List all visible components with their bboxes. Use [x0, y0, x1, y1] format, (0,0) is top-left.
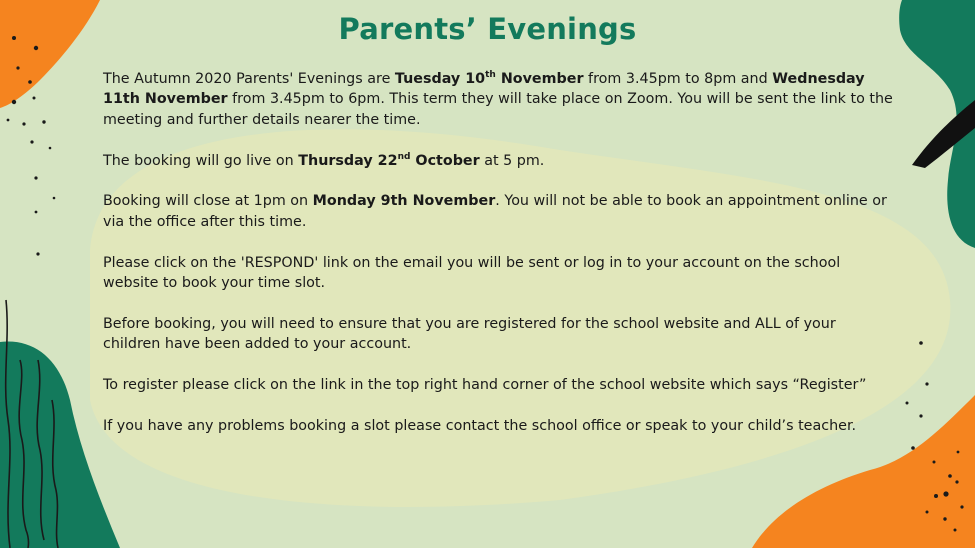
page-title: Parents’ Evenings: [338, 12, 637, 46]
content-body: [103, 69, 893, 457]
text-segment: The Autumn 2020 Parents' Evenings are: [103, 71, 395, 87]
paragraph-register: To register please click on the link in the top right hand corner of the school website which says “Register”: [103, 377, 867, 394]
date-thursday-month: October: [410, 152, 480, 169]
date-tuesday-month: November: [495, 71, 584, 87]
text-segment: from 3.45pm to 6pm. This term they will take place on Zoom. You will be sent the link to the meeting and further details nearer the time.: [103, 91, 893, 128]
text-segment: . You will not be able to book an appointment online or via the office after this time.: [103, 193, 887, 230]
paragraph-booking-close: [103, 191, 893, 232]
paragraph-respond: Please click on the 'RESPOND' link on the email you will be sent or log in to your account on the school website to book your time slot.: [103, 254, 841, 292]
paragraph-before-booking: Before booking, you will need to ensure that you are registered for the school website and ALL of your children have been added to your account.: [103, 315, 836, 353]
text-segment: at 5 pm.: [479, 152, 545, 169]
ordinal-suffix: th: [485, 70, 496, 80]
text-segment: Booking will close at 1pm on: [103, 193, 313, 210]
paragraph-dates: [103, 69, 893, 130]
date-tuesday: [395, 71, 584, 87]
text-segment: The booking will go live on: [103, 152, 299, 169]
date-thursday-text: Thursday 22: [298, 152, 398, 169]
date-tuesday-text: Tuesday 10: [394, 71, 486, 87]
date-wednesday: Wednesday 11th November: [103, 71, 865, 108]
text-segment: from 3.45pm to 8pm and: [583, 71, 773, 87]
date-monday: Monday 9th November: [312, 193, 496, 210]
paragraph-booking-live: [103, 151, 893, 171]
ordinal-suffix: nd: [397, 151, 411, 162]
date-thursday: [298, 153, 479, 169]
paragraph-problems: If you have any problems booking a slot please contact the school office or speak to your child’s teacher.: [103, 417, 857, 434]
